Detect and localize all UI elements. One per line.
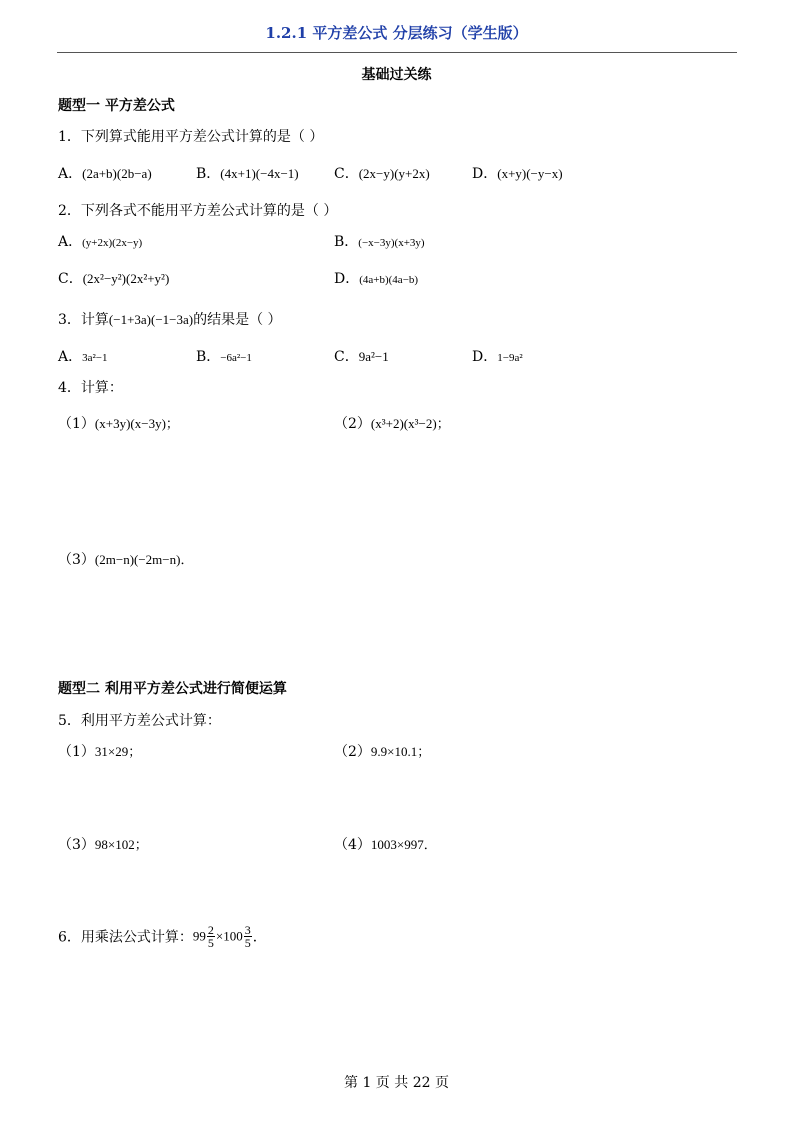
q6-times: ×100 (215, 928, 243, 944)
q1-option-d-label: D． (472, 166, 498, 182)
q5-item-1-label: （1） (58, 744, 95, 760)
q1-option-b-expr: (4x+1)(−4x−1) (220, 166, 299, 181)
q2-option-c-expr: (2x²−y²)(2x²+y²) (82, 271, 170, 286)
q1-option-b (196, 163, 299, 183)
q2-option-b (334, 231, 425, 251)
q3-option-b (196, 346, 252, 366)
q4-item-1-expr: (x+3y)(x−3y)； (94, 416, 179, 431)
q5-item-4-expr: 1003×997． (370, 837, 437, 852)
q3-option-a-expr: 3a²−1 (82, 352, 108, 364)
q1-option-a-expr: (2a+b)(2b−a) (82, 166, 152, 181)
q3-option-b-expr: −6a²−1 (220, 352, 252, 364)
q3-option-d-expr: 1−9a² (497, 352, 523, 364)
q6-fraction-2 (244, 924, 252, 949)
q2-option-d (334, 268, 418, 288)
q3-stem-post: 的结果是（ ） (193, 312, 282, 328)
q2-option-a (58, 231, 142, 251)
q5-item-2-expr: 9.9×10.1； (370, 744, 431, 759)
q3-stem-pre: 3．计算 (58, 312, 109, 328)
q4-item-2 (334, 413, 450, 433)
q5-item-2 (334, 741, 430, 761)
q3-stem-expr: (−1+3a)(−1−3a) (108, 312, 194, 327)
q2-option-b-expr: (−x−3y)(x+3y) (358, 237, 425, 249)
q4-item-3-label: （3） (58, 552, 95, 568)
q1-option-a (58, 163, 152, 183)
q1-stem: 1．下列算式能用平方差公式计算的是（ ） (58, 129, 324, 145)
q6-int1: 99 (192, 928, 206, 944)
q5-item-3-expr: 98×102； (94, 837, 148, 852)
q4-item-2-expr: (x³+2)(x³−2)； (370, 416, 450, 431)
type2-title: 题型二 利用平方差公式进行简便运算 (58, 681, 287, 697)
q1-option-c-label: C． (334, 166, 359, 182)
section-basic-title: 基础过关练 (361, 67, 432, 83)
q3-option-d-label: D． (472, 349, 498, 365)
q1-option-a-label: A． (58, 166, 83, 182)
q1-option-c (334, 163, 430, 183)
header-divider (57, 52, 737, 53)
q5-item-1 (58, 741, 141, 761)
q4-stem: 4．计算： (58, 380, 123, 396)
q6-stem: 6．用乘法公式计算： (58, 929, 193, 946)
q6-end: ． (252, 929, 267, 946)
q2-stem: 2．下列各式不能用平方差公式计算的是（ ） (58, 203, 338, 219)
q3-option-b-label: B． (196, 349, 221, 365)
q3-option-a-label: A． (58, 349, 83, 365)
q4-item-1 (58, 413, 179, 433)
q2-option-a-expr: (y+2x)(2x−y) (82, 237, 143, 249)
q2-option-a-label: A． (58, 234, 83, 250)
q1-option-d (472, 163, 563, 183)
q1-option-b-label: B． (196, 166, 221, 182)
q4-item-3 (58, 549, 193, 569)
q4-item-1-label: （1） (58, 416, 95, 432)
q5-item-3-label: （3） (58, 837, 95, 853)
q5-stem: 5．利用平方差公式计算： (58, 713, 221, 729)
document-header-title: 1.2.1 平方差公式 分层练习（学生版） (265, 24, 528, 42)
q3-option-c (334, 346, 389, 366)
q2-option-c (58, 268, 169, 288)
page-footer: 第 1 页 共 22 页 (344, 1075, 449, 1091)
q3-option-a (58, 346, 108, 366)
type1-title: 题型一 平方差公式 (58, 98, 175, 114)
q1-option-d-expr: (x+y)(−y−x) (497, 166, 563, 181)
q1-option-c-expr: (2x−y)(y+2x) (358, 166, 430, 181)
q5-item-4 (334, 834, 437, 854)
q3-option-c-expr: 9a²−1 (358, 349, 389, 364)
q2-option-c-label: C． (58, 271, 83, 287)
q2-option-d-label: D． (334, 271, 360, 287)
q2-option-b-label: B． (334, 234, 359, 250)
q2-option-d-expr: (4a+b)(4a−b) (359, 274, 419, 286)
q6-fraction-2-num: 3 (244, 923, 251, 937)
q6-fraction-2-den: 5 (244, 936, 251, 950)
q5-item-1-expr: 31×29； (94, 744, 142, 759)
q6-fraction-1 (207, 924, 215, 949)
q5-item-2-label: （2） (334, 744, 371, 760)
q6-fraction-1-den: 5 (207, 936, 214, 950)
q6-line (58, 924, 267, 949)
q4-item-2-label: （2） (334, 416, 371, 432)
q3-stem (58, 309, 282, 329)
q4-item-3-expr: (2m−n)(−2m−n)． (94, 552, 194, 567)
q3-option-d (472, 346, 523, 366)
q5-item-4-label: （4） (334, 837, 371, 853)
q6-fraction-1-num: 2 (207, 923, 214, 937)
q5-item-3 (58, 834, 148, 854)
q3-option-c-label: C． (334, 349, 359, 365)
